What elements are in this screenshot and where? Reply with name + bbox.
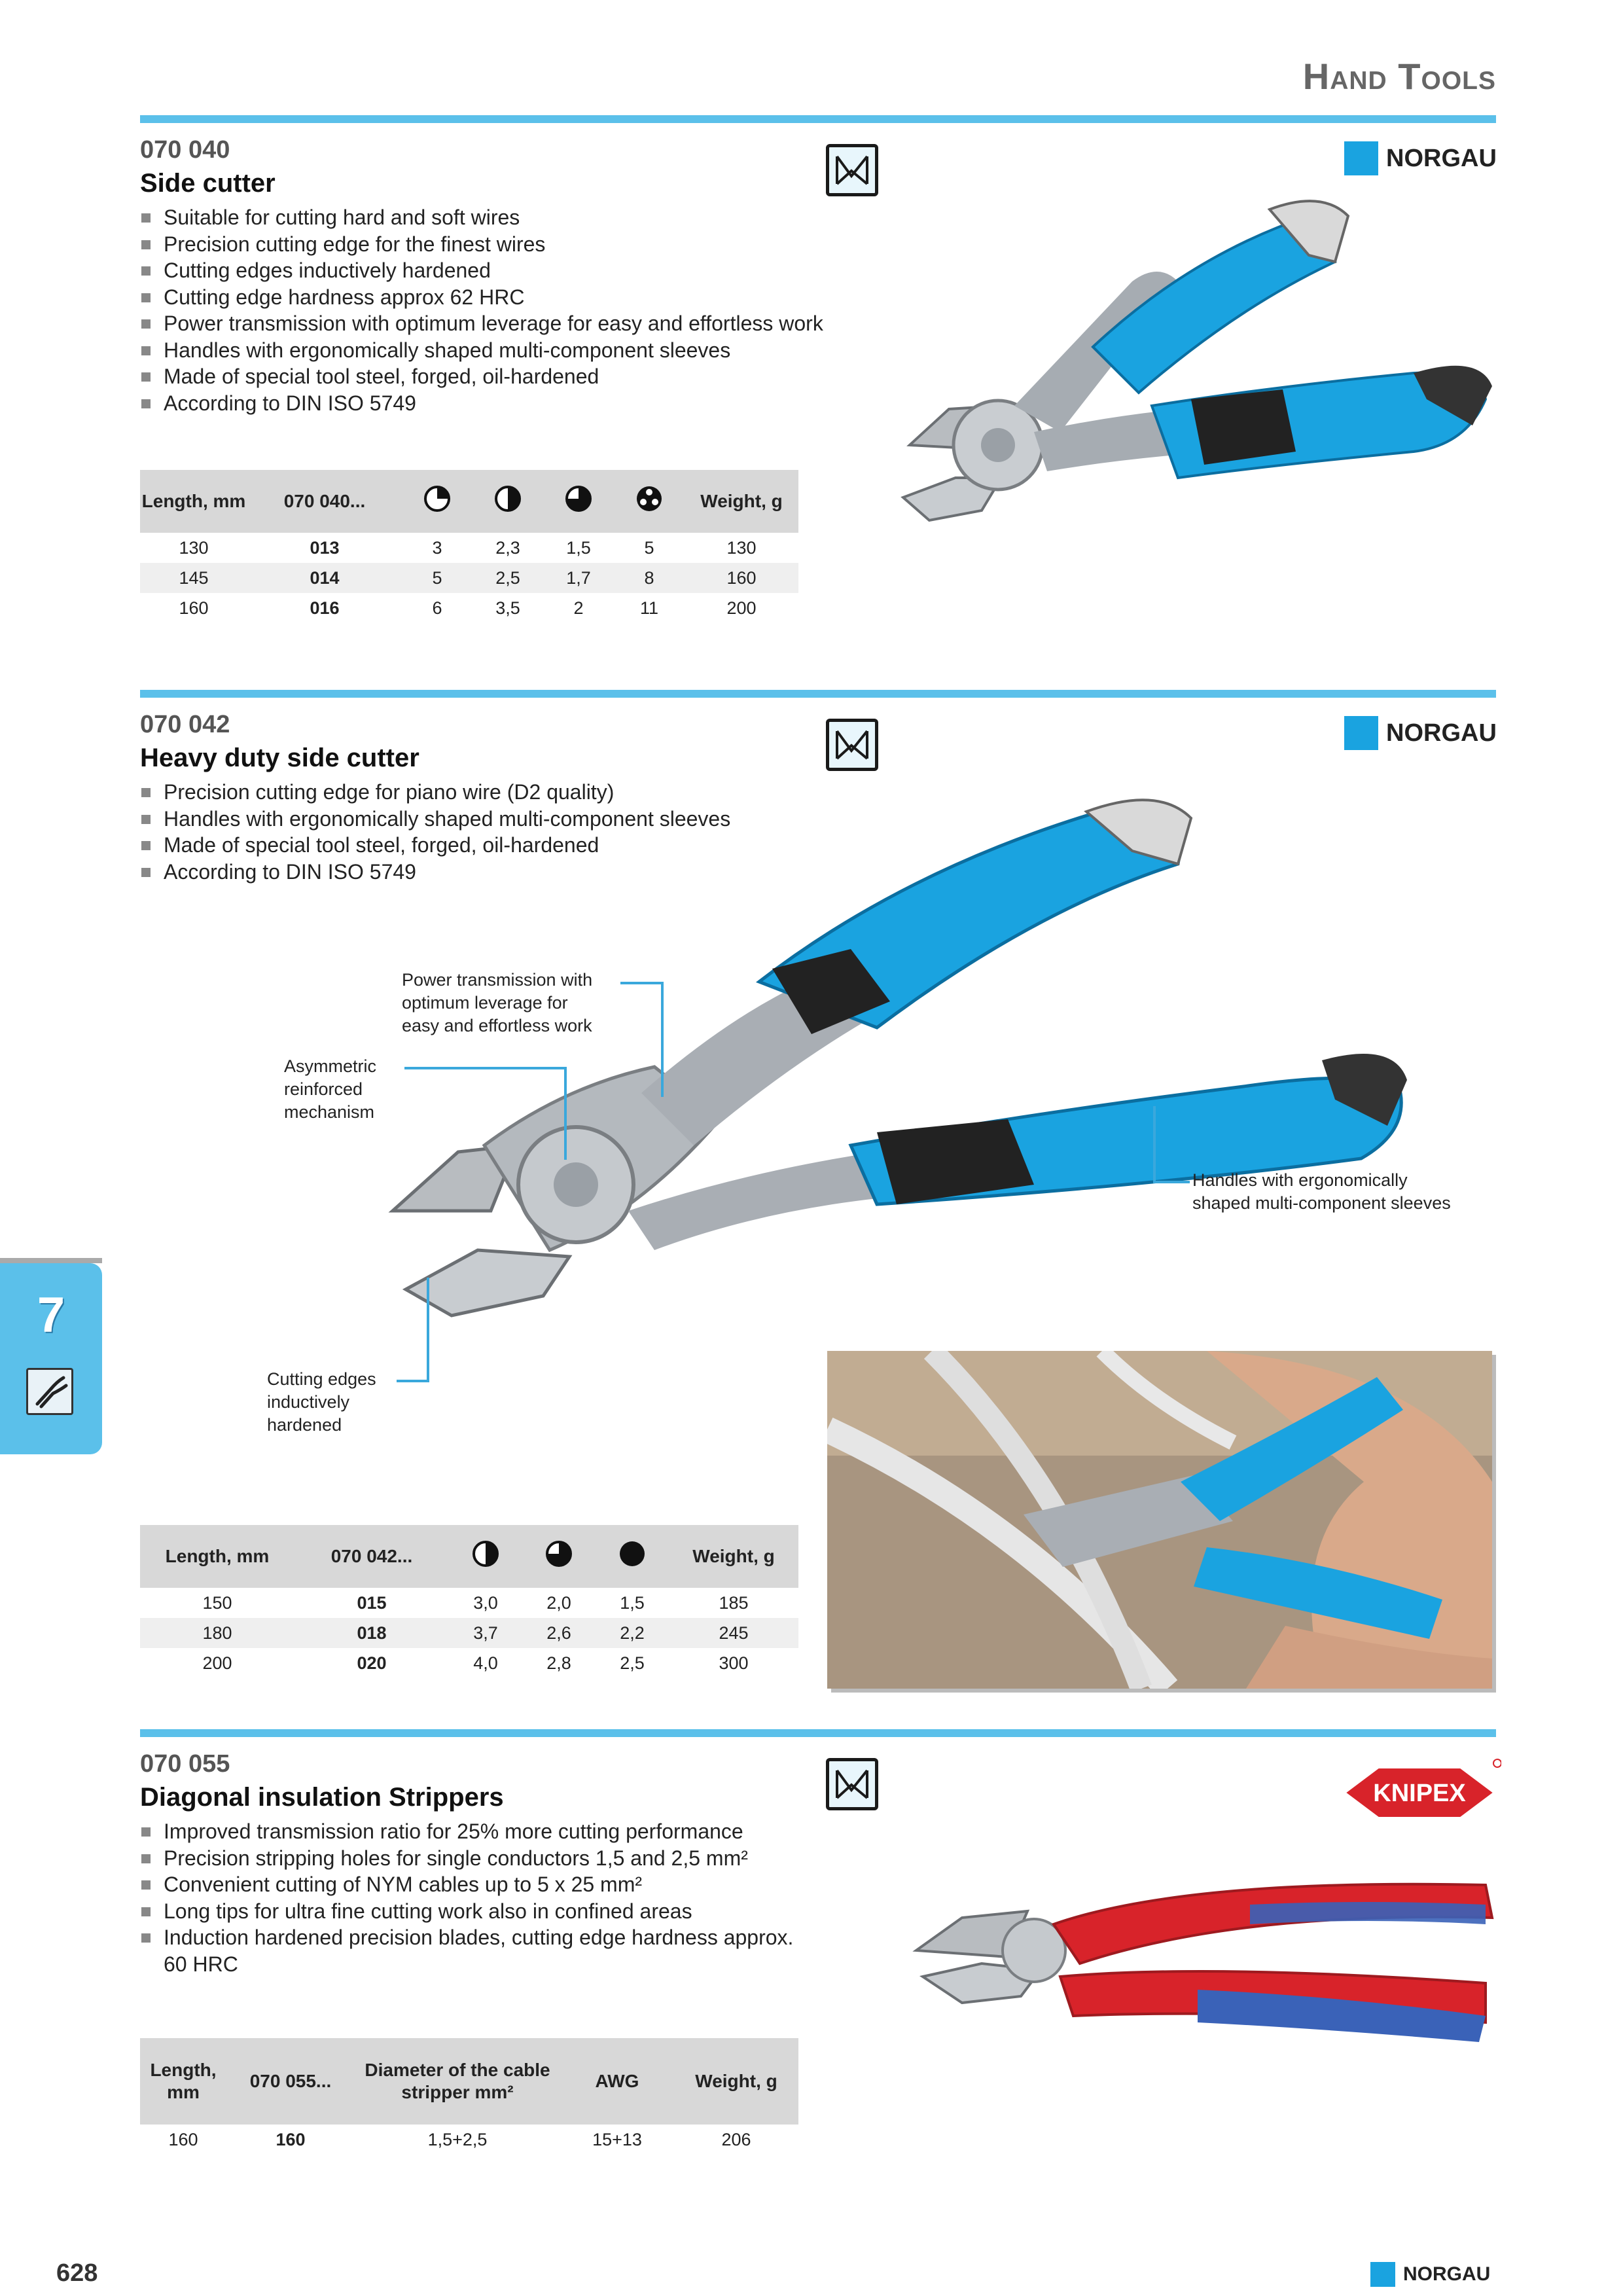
feature-item: Precision stripping holes for single conductors 1,5 and 2,5 mm²	[140, 1845, 793, 1872]
heavy-duty-cutter-image	[380, 753, 1505, 1329]
feature-item: Cutting edge hardness approx 62 HRC	[140, 284, 823, 311]
col-header-piano-wire	[596, 1525, 669, 1588]
col-header-length: Length, mm	[140, 2038, 226, 2125]
usage-photo-image	[827, 1351, 1492, 1689]
callout-power-transmission: Power transmission with optimum leverage for easy and effortless work	[402, 970, 593, 1035]
col-header-hard-wire	[543, 470, 614, 533]
product-title: Diagonal insulation Strippers	[140, 1783, 504, 1812]
feature-item: Power transmission with optimum leverage for easy and effortless work	[140, 310, 823, 337]
col-header-awg: AWG	[560, 2038, 674, 2125]
page-number: 628	[56, 2259, 98, 2287]
cutting-pictogram-icon	[826, 1758, 878, 1810]
spec-table	[140, 1525, 798, 1678]
callout-handles: Handles with ergonomically shaped multi-component sleeves	[1192, 1170, 1451, 1213]
quarter-circle-icon	[423, 484, 452, 513]
col-header-article: 070 055...	[226, 2038, 355, 2125]
callout-line	[404, 1067, 565, 1069]
col-header-article: 070 040...	[247, 470, 402, 533]
col-header-medium-wire	[449, 1525, 522, 1588]
callout-line	[397, 1380, 428, 1382]
feature-item: Long tips for ultra fine cutting work also in confined areas	[140, 1898, 793, 1925]
feature-item: Convenient cutting of NYM cables up to 5 x 25 mm²	[140, 1871, 793, 1898]
full-circle-icon	[618, 1539, 647, 1568]
callout-mechanism: Asymmetric reinforced mechanism	[284, 1056, 376, 1122]
table-row: 160 160 1,5+2,5 15+13 206	[168, 2129, 751, 2149]
page-header-title: Hand Tools	[1302, 56, 1496, 97]
spec-table	[140, 2038, 798, 2155]
callout-line	[564, 1067, 567, 1160]
feature-item: Handles with ergonomically shaped multi-component sleeves	[140, 806, 730, 833]
col-header-medium-wire	[473, 470, 543, 533]
col-header-diameter: Diameter of the cable stripper mm²	[355, 2038, 560, 2125]
table-row: 160 016 6 3,5 2 11 200	[179, 598, 757, 618]
feature-item: Precision cutting edge for piano wire (D2 quality)	[140, 779, 730, 806]
col-header-strand	[614, 470, 685, 533]
brand-square-icon	[1344, 141, 1378, 175]
feature-item: Precision cutting edge for the finest wires	[140, 231, 823, 258]
half-circle-icon	[493, 484, 522, 513]
feature-item: Handles with ergonomically shaped multi-component sleeves	[140, 337, 823, 364]
wire-strands-icon	[635, 484, 664, 513]
table-row: 150 015 3,0 2,0 1,5 185	[202, 1592, 749, 1613]
feature-item: Made of special tool steel, forged, oil-hardened	[140, 832, 730, 859]
callout-line	[1153, 1181, 1190, 1183]
spec-table	[140, 470, 798, 623]
brand-square-icon	[1370, 2262, 1395, 2287]
knipex-logo-icon	[1338, 1758, 1501, 1827]
feature-item: Cutting edges inductively hardened	[140, 257, 823, 284]
article-number: 070 042	[140, 711, 230, 738]
table-row: 200 020 4,0 2,8 2,5 300	[202, 1653, 749, 1673]
callout-cutting-edges: Cutting edges inductively hardened	[267, 1369, 376, 1435]
three-quarter-circle-icon	[564, 484, 593, 513]
col-header-weight: Weight, g	[685, 470, 798, 533]
callout-line	[427, 1278, 429, 1382]
callout-line	[661, 982, 664, 1097]
feature-item: Made of special tool steel, forged, oil-hardened	[140, 363, 823, 390]
col-header-soft-wire	[402, 470, 473, 533]
table-row: 130 013 3 2,3 1,5 5 130	[179, 537, 757, 558]
section-divider	[140, 690, 1496, 698]
col-header-hard-wire	[522, 1525, 596, 1588]
three-quarter-circle-icon	[544, 1539, 573, 1568]
table-row: 145 014 5 2,5 1,7 8 160	[140, 563, 798, 593]
product-title: Side cutter	[140, 169, 276, 198]
half-circle-icon	[471, 1539, 500, 1568]
col-header-length: Length, mm	[140, 470, 247, 533]
chapter-tab	[0, 1263, 102, 1454]
product-title: Heavy duty side cutter	[140, 744, 419, 772]
side-tab-top-bar	[0, 1258, 102, 1263]
knipex-stripper-image	[910, 1865, 1505, 2055]
brand-norgau: NORGAU	[1344, 716, 1497, 750]
col-header-length: Length, mm	[140, 1525, 294, 1588]
footer-brand-norgau: NORGAU	[1370, 2262, 1490, 2287]
brand-square-icon	[1344, 716, 1378, 750]
article-number: 070 040	[140, 136, 230, 164]
section-divider	[140, 1729, 1496, 1737]
side-cutter-image	[851, 190, 1499, 543]
feature-item: According to DIN ISO 5749	[140, 859, 730, 886]
cutting-pictogram-icon	[826, 144, 878, 196]
article-number: 070 055	[140, 1750, 230, 1778]
callout-line	[1153, 1106, 1156, 1182]
feature-item: According to DIN ISO 5749	[140, 390, 823, 417]
feature-item: Improved transmission ratio for 25% more cutting performance	[140, 1818, 793, 1845]
feature-item-continued: 60 HRC	[164, 1952, 238, 1976]
feature-list	[140, 1818, 793, 1977]
table-row: 180 018 3,7 2,6 2,2 245	[140, 1618, 798, 1648]
col-header-article: 070 042...	[294, 1525, 449, 1588]
pliers-icon	[26, 1368, 73, 1415]
feature-list	[140, 204, 823, 416]
callout-line	[620, 982, 662, 984]
knipex-logo	[1338, 1758, 1501, 1827]
svg-text:KNIPEX: KNIPEX	[1373, 1780, 1466, 1807]
brand-norgau: NORGAU	[1344, 141, 1497, 175]
col-header-weight: Weight, g	[669, 1525, 798, 1588]
usage-photo	[827, 1351, 1492, 1689]
feature-item: Induction hardened precision blades, cutting edge hardness approx.	[140, 1924, 793, 1951]
chapter-number: 7	[37, 1287, 65, 1343]
feature-item: Suitable for cutting hard and soft wires	[140, 204, 823, 231]
col-header-weight: Weight, g	[674, 2038, 798, 2125]
section-divider	[140, 115, 1496, 123]
